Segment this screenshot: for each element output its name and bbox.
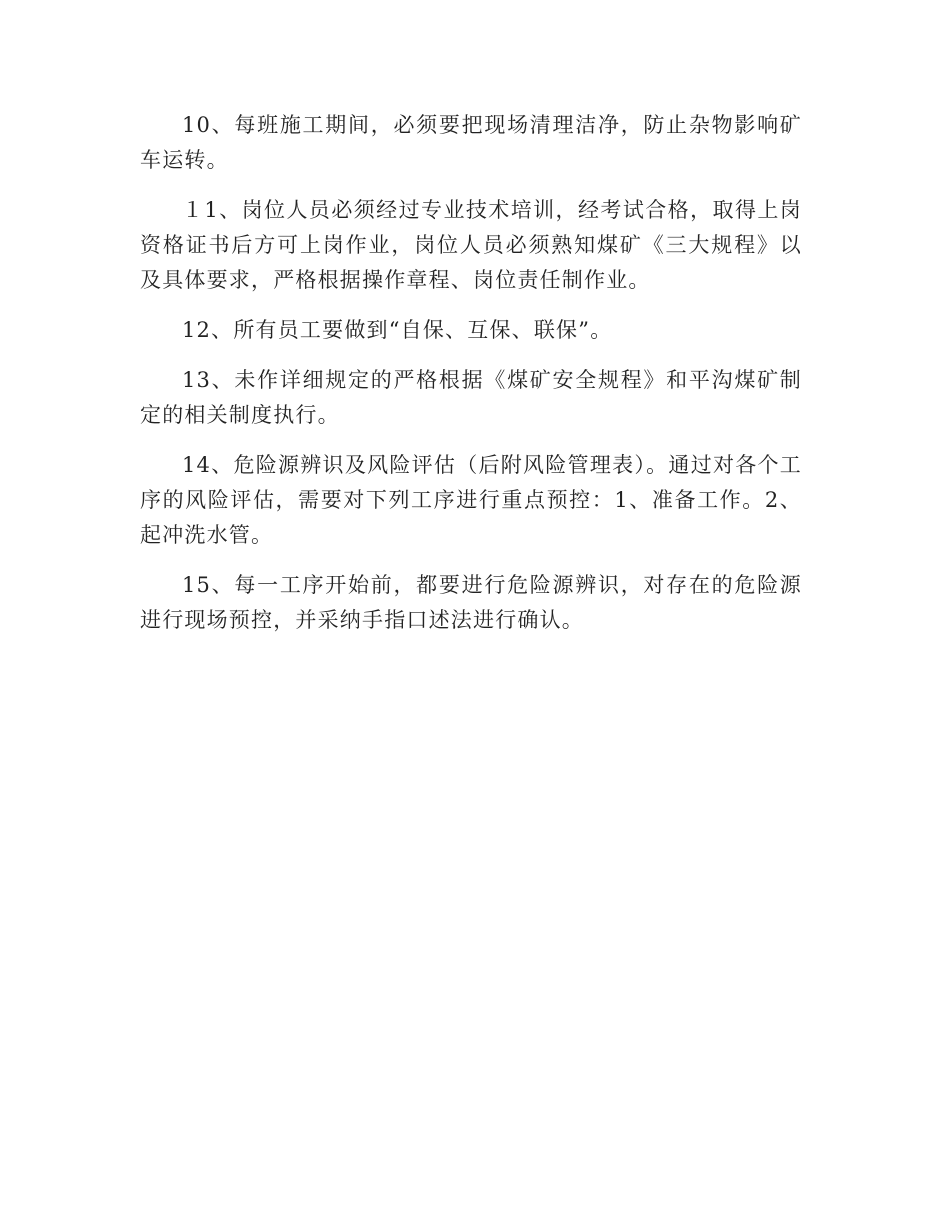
paragraph-item-11: １1、岗位人员必须经过专业技术培训，经考试合格，取得上岗资格证书后方可上岗作业，岗位人员必须熟知煤矿《三大规程》以及具体要求，严格根据操作章程、岗位责任制作业。 — [140, 198, 802, 292]
paragraph-item-15: 15、每一工序开始前，都要进行危险源辨识，对存在的危险源进行现场预控，并采纳手指口述法进行确认。 — [140, 573, 802, 632]
paragraph-item-13: 13、未作详细规定的严格根据《煤矿安全规程》和平沟煤矿制定的相关制度执行。 — [140, 368, 802, 427]
paragraph-item-10: 10、每班施工期间，必须要把现场清理洁净，防止杂物影响矿车运转。 — [140, 113, 802, 172]
paragraph-item-12: 12、所有员工要做到“自保、互保、联保”。 — [182, 318, 613, 342]
paragraph-item-14: 14、危险源辨识及风险评估（后附风险管理表）。通过对各个工序的风险评估，需要对下列工序进行重点预控：1、准备工作。2、起冲洗水管。 — [140, 453, 802, 547]
document-body — [140, 108, 802, 653]
